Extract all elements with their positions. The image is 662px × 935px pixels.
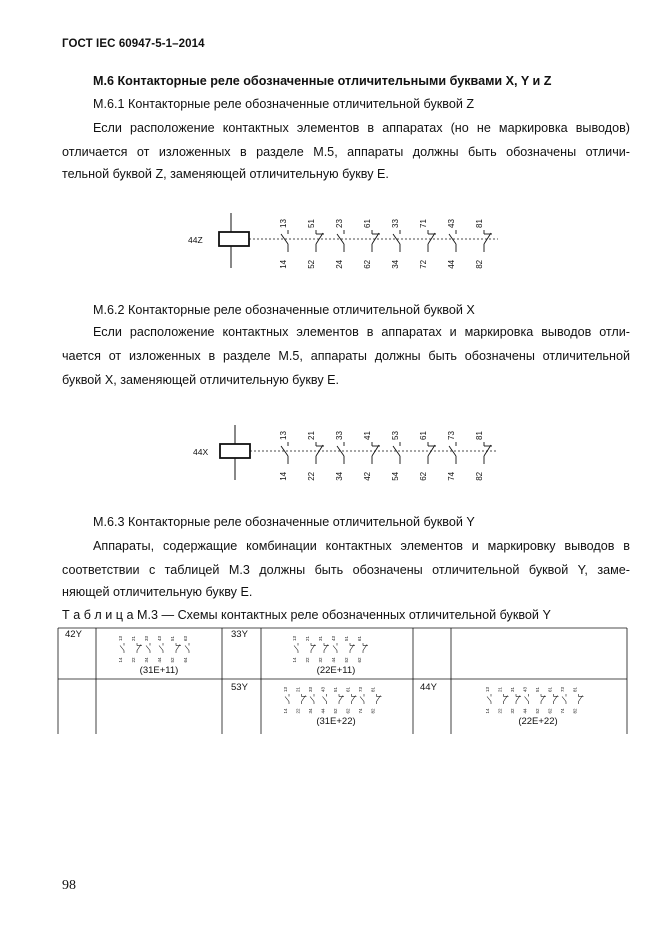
page-number: 98 — [62, 878, 76, 893]
terminal-label: 33 — [391, 219, 400, 228]
m61-paragraph-line: отличается от изложенных в разделе М.5, аппараты должны быть обозначены отличи- — [62, 145, 630, 159]
terminal-label: 74 — [560, 708, 565, 714]
nc-contact — [484, 230, 492, 252]
terminal-label: 63 — [183, 635, 188, 641]
nc-contact — [377, 694, 382, 704]
m61-paragraph-line: Если расположение контактных элементов в аппаратах (но не маркировка выводов) — [93, 121, 630, 135]
no-contact — [449, 230, 456, 252]
nc-contact — [579, 694, 584, 704]
terminal-label: 62 — [357, 657, 362, 663]
terminal-label: 43 — [447, 219, 456, 228]
no-contact — [393, 230, 400, 252]
table-cell-combination: (22E+11) — [316, 665, 356, 676]
terminal-label: 81 — [475, 431, 484, 440]
terminal-label: 43 — [522, 686, 528, 692]
terminal-label: 82 — [370, 708, 376, 714]
terminal-label: 51 — [307, 219, 316, 228]
terminal-label: 74 — [447, 471, 456, 481]
terminal-label: 34 — [391, 259, 400, 269]
relay-diagram-44x — [180, 420, 510, 486]
table-cell-code: 33Y — [231, 629, 248, 640]
terminal-label: 22 — [305, 657, 310, 663]
terminal-label: 34 — [335, 471, 344, 481]
nc-contact — [554, 694, 559, 704]
terminal-label: 34 — [144, 657, 149, 663]
terminal-label: 62 — [345, 708, 351, 714]
no-contact — [281, 230, 288, 252]
no-contact — [294, 643, 298, 653]
terminal-label: 52 — [170, 657, 175, 663]
no-contact — [333, 643, 337, 653]
m62-paragraph-line: Если расположение контактных элементов в аппаратах и маркировка выводов отли- — [93, 325, 630, 339]
terminal-label: 44 — [447, 259, 456, 269]
terminal-label: 14 — [279, 471, 288, 481]
no-contact — [285, 694, 289, 704]
no-contact — [323, 694, 327, 704]
terminal-label: 51 — [535, 686, 540, 692]
no-contact — [281, 442, 288, 464]
terminal-label: 44 — [157, 657, 162, 663]
terminal-label: 22 — [497, 708, 503, 714]
m62-paragraph-line: буквой X, заменяющей отличительную букву E. — [62, 373, 340, 387]
terminal-label: 52 — [307, 259, 316, 269]
nc-contact — [363, 643, 368, 653]
no-contact — [487, 694, 491, 704]
terminal-label: 22 — [295, 708, 301, 714]
terminal-label: 82 — [475, 259, 484, 269]
table-caption: Т а б л и ц а М.3 — Схемы контактных реле обозначенных отличительной буквой Y — [62, 608, 551, 622]
table-cell-combination: (31E+22) — [316, 716, 356, 727]
terminal-label: 51 — [170, 635, 175, 641]
terminal-label: 43 — [157, 635, 162, 641]
terminal-label: 52 — [344, 657, 349, 663]
terminal-label: 61 — [547, 686, 553, 692]
nc-contact — [339, 694, 344, 704]
nc-contact — [372, 230, 380, 252]
terminal-label: 14 — [118, 657, 123, 663]
terminal-label: 14 — [485, 708, 490, 714]
no-contact — [393, 442, 400, 464]
terminal-label: 52 — [333, 708, 338, 714]
nc-contact — [311, 643, 316, 653]
terminal-label: 51 — [333, 686, 338, 692]
nc-contact — [504, 694, 509, 704]
m61-paragraph-line: тельной буквой Z, заменяющей отличительную букву E. — [62, 167, 389, 181]
nc-contact — [484, 442, 492, 464]
terminal-label: 13 — [279, 431, 288, 440]
terminal-label: 13 — [118, 635, 123, 641]
m63-paragraph-line: соответствии с таблицей М.3 должны быть обозначены отличительной буквой Y, заме- — [62, 563, 630, 577]
terminal-label: 64 — [183, 657, 188, 663]
no-contact — [337, 230, 344, 252]
terminal-label: 32 — [510, 708, 515, 714]
table-cell-combination: (31E+11) — [139, 665, 179, 676]
terminal-label: 62 — [419, 471, 428, 481]
no-contact — [310, 694, 314, 704]
table-cell-code: 53Y — [231, 682, 248, 693]
section-m6-title: М.6 Контакторные реле обозначенные отличительными буквами X, Y и Z — [93, 74, 552, 88]
no-contact — [525, 694, 529, 704]
terminal-label: 74 — [358, 708, 363, 714]
terminal-label: 23 — [335, 219, 344, 228]
terminal-label: 73 — [447, 431, 456, 440]
nc-contact — [137, 643, 142, 653]
terminal-label: 53 — [391, 431, 400, 440]
terminal-label: 13 — [279, 219, 288, 228]
relay-diagram-44z — [180, 208, 510, 274]
section-m63-title: М.6.3 Контакторные реле обозначенные отличительной буквой Y — [93, 515, 475, 529]
terminal-label: 21 — [305, 635, 310, 641]
no-contact — [337, 442, 344, 464]
nc-contact — [324, 643, 329, 653]
terminal-label: 31 — [510, 686, 515, 692]
terminal-label: 62 — [547, 708, 553, 714]
terminal-label: 73 — [560, 686, 565, 692]
terminal-label: 14 — [292, 657, 297, 663]
nc-contact — [352, 694, 357, 704]
terminal-label: 14 — [279, 259, 288, 269]
terminal-label: 54 — [391, 471, 400, 481]
nc-contact — [316, 442, 324, 464]
no-contact — [120, 643, 124, 653]
document-header: ГОСТ IEC 60947-5-1–2014 — [62, 38, 205, 50]
terminal-label: 81 — [370, 686, 376, 692]
terminal-label: 14 — [283, 708, 288, 714]
terminal-label: 21 — [497, 686, 503, 692]
terminal-label: 31 — [318, 635, 323, 641]
terminal-label: 44 — [522, 708, 528, 714]
terminal-label: 72 — [419, 259, 428, 269]
m63-paragraph-line: Аппараты, содержащие комбинации контактных элементов и маркировку выводов в — [93, 539, 630, 553]
terminal-label: 82 — [572, 708, 578, 714]
terminal-label: 21 — [307, 431, 316, 440]
no-contact — [159, 643, 163, 653]
nc-contact — [428, 442, 436, 464]
terminal-label: 44 — [320, 708, 326, 714]
terminal-label: 43 — [320, 686, 326, 692]
terminal-label: 41 — [363, 431, 372, 440]
table-cell-combination: (22E+22) — [518, 716, 558, 727]
terminal-label: 51 — [344, 635, 349, 641]
no-contact — [562, 694, 566, 704]
m62-paragraph-line: чается от изложенных в разделе М.5, аппараты должны быть обозначены отличительной — [62, 349, 630, 363]
terminal-label: 61 — [345, 686, 351, 692]
terminal-label: 34 — [308, 708, 313, 714]
terminal-label: 71 — [419, 219, 428, 228]
nc-contact — [428, 230, 436, 252]
terminal-label: 22 — [307, 471, 316, 481]
no-contact — [185, 643, 189, 653]
terminal-label: 21 — [295, 686, 301, 692]
nc-contact — [302, 694, 307, 704]
terminal-label: 13 — [485, 686, 490, 692]
relay-label: 44Z — [188, 235, 203, 245]
terminal-label: 82 — [475, 471, 484, 481]
m63-paragraph-line: няющей отличительную букву E. — [62, 585, 253, 599]
no-contact — [146, 643, 150, 653]
terminal-label: 44 — [331, 657, 336, 663]
terminal-label: 21 — [131, 635, 136, 641]
terminal-label: 13 — [292, 635, 297, 641]
table-cell-code: 42Y — [65, 629, 82, 640]
terminal-label: 43 — [331, 635, 336, 641]
terminal-label: 33 — [308, 686, 313, 692]
no-contact — [449, 442, 456, 464]
table-cell-code: 44Y — [420, 682, 437, 693]
terminal-label: 62 — [363, 259, 372, 269]
terminal-label: 24 — [335, 259, 344, 269]
terminal-label: 61 — [357, 635, 362, 641]
terminal-label: 52 — [535, 708, 540, 714]
terminal-label: 61 — [419, 431, 428, 440]
terminal-label: 73 — [358, 686, 363, 692]
terminal-label: 81 — [475, 219, 484, 228]
nc-contact — [316, 230, 324, 252]
no-contact — [360, 694, 364, 704]
terminal-label: 81 — [572, 686, 578, 692]
terminal-label: 33 — [144, 635, 149, 641]
table-m3 — [56, 626, 632, 738]
terminal-label: 33 — [335, 431, 344, 440]
nc-contact — [350, 643, 355, 653]
terminal-label: 32 — [318, 657, 323, 663]
nc-contact — [176, 643, 181, 653]
nc-contact — [372, 442, 380, 464]
section-m62-title: М.6.2 Контакторные реле обозначенные отличительной буквой X — [93, 303, 475, 317]
terminal-label: 42 — [363, 471, 372, 481]
terminal-label: 22 — [131, 657, 136, 663]
terminal-label: 13 — [283, 686, 288, 692]
relay-label: 44X — [193, 447, 209, 457]
nc-contact — [541, 694, 546, 704]
terminal-label: 61 — [363, 219, 372, 228]
nc-contact — [516, 694, 521, 704]
section-m61-title: М.6.1 Контакторные реле обозначенные отличительной буквой Z — [93, 97, 475, 111]
